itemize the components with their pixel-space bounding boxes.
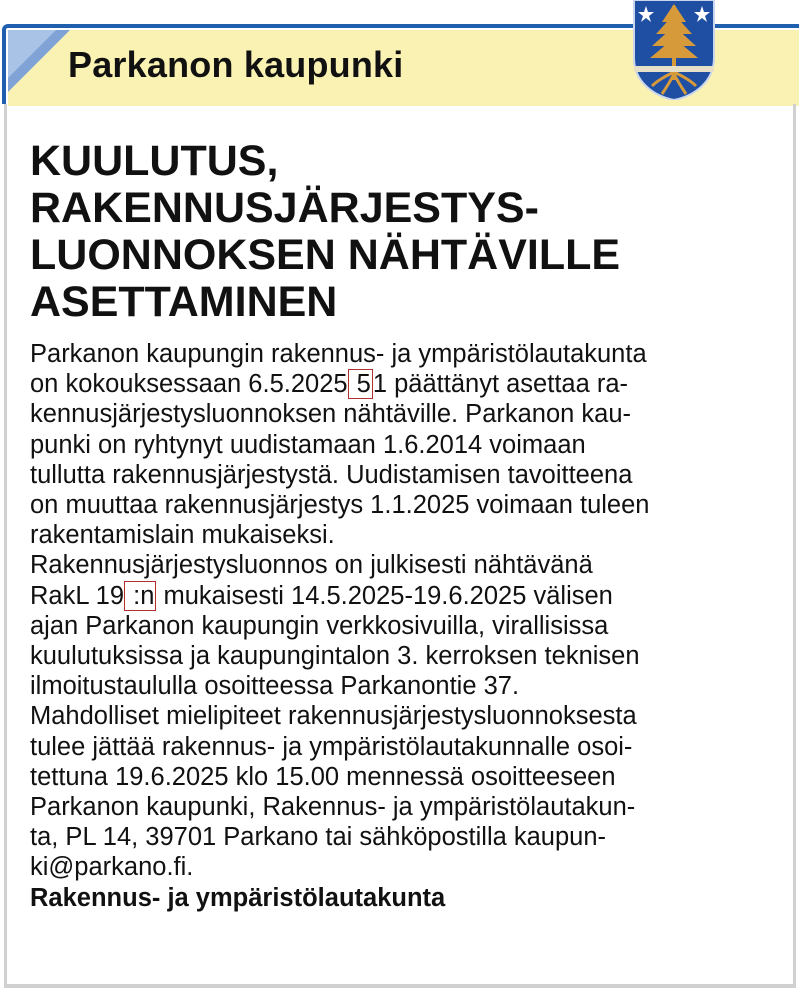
- body-text: RakL 19: [30, 581, 125, 610]
- body-line: rakentamislain mukaiseksi.: [30, 521, 335, 550]
- body-line: kennusjärjestysluonnoksen nähtäville. Parkanon kau-: [30, 400, 632, 429]
- body-line: punki on ryhtynyt uudistamaan 1.6.2014 voimaan: [30, 430, 586, 459]
- notice-title: [30, 138, 770, 326]
- body-line: ilmoitustaululla osoitteessa Parkanontie 37.: [30, 672, 520, 701]
- body-text: mukaisesti 14.5.2025-19.6.2025 välisen: [156, 581, 613, 610]
- body-line: [30, 369, 775, 399]
- body-line: ta, PL 14, 39701 Parkano tai sähköpostilla kaupun-: [30, 823, 607, 852]
- body-text: on kokouksessaan 6.5.2025: [30, 370, 348, 399]
- city-name: Parkanon kaupunki: [68, 44, 404, 85]
- coat-of-arms-icon: [632, 0, 716, 100]
- body-line: Mahdolliset mielipiteet rakennusjärjestysluonnoksesta: [30, 702, 637, 731]
- title-line: LUONNOKSEN NÄHTÄVILLE: [30, 231, 621, 279]
- frame-bottom: [4, 984, 796, 988]
- body-line: [30, 581, 775, 611]
- title-line: KUULUTUS,: [30, 137, 279, 185]
- body-line: on muuttaa rakennusjärjestys 1.1.2025 voimaan tuleen: [30, 491, 650, 520]
- marked-text: :n: [126, 581, 155, 610]
- body-line: tullutta rakennusjärjestystä. Uudistamisen tavoitteena: [30, 460, 633, 489]
- body-text: 1 päättänyt asettaa ra-: [372, 370, 629, 399]
- body-line: Parkanon kaupungin rakennus- ja ympäristölautakunta: [30, 340, 647, 368]
- signature: Rakennus- ja ympäristölautakunta: [30, 883, 446, 912]
- body-line: ajan Parkanon kaupungin verkkosivuilla, virallisissa: [30, 611, 609, 640]
- title-line: RAKENNUSJÄRJESTYS-: [30, 184, 539, 232]
- body-line: kuulutuksissa ja kaupungintalon 3. kerroksen teknisen: [30, 642, 640, 671]
- body-line: Rakennusjärjestysluonnos on julkisesti nähtävänä: [30, 551, 593, 580]
- title-line: ASETTAMINEN: [30, 278, 338, 326]
- notice-body: [30, 339, 775, 913]
- body-line: tulee jättää rakennus- ja ympäristölautakunnalle osoi-: [30, 732, 633, 761]
- frame-left: [4, 104, 7, 984]
- body-line: tettuna 19.6.2025 klo 15.00 mennessä osoitteeseen: [30, 762, 616, 791]
- body-line: Parkanon kaupunki, Rakennus- ja ympäristölautakun-: [30, 793, 636, 822]
- frame-right: [793, 104, 796, 984]
- body-line: ki@parkano.fi.: [30, 853, 194, 882]
- marked-text: 5: [349, 370, 371, 399]
